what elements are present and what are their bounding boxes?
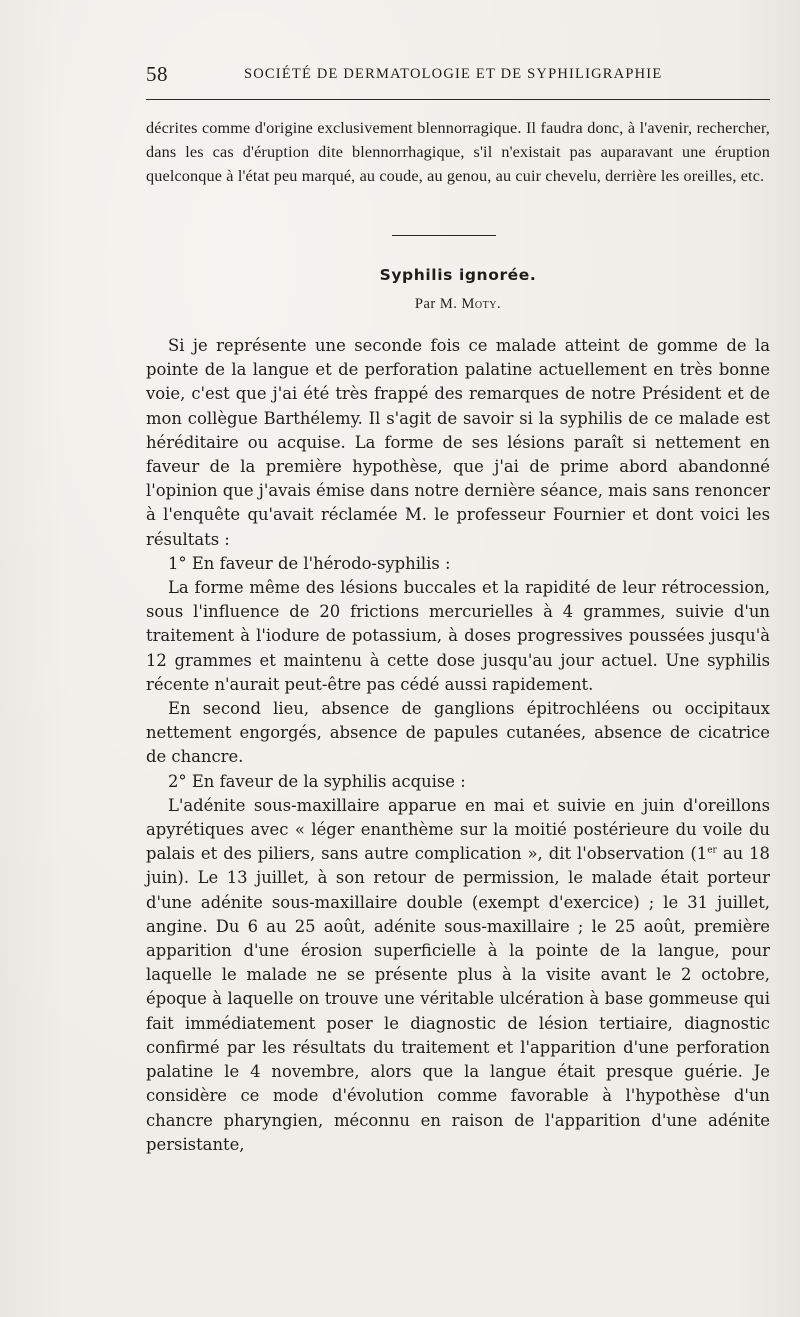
paragraph-heading-hereditary: 1° En faveur de l'hérodo-syphilis : (168, 553, 451, 573)
paragraph-lesion-form: La forme même des lésions buccales et la rapidité de leur rétrocession, sous l'influence de 20 frictions mercurielles à 4 grammes, suivie d'un traitement à l'iodure de potassium, à doses progressives poussées jusqu'à 12 grammes et maintenu à cette dose jusqu'au jour actuel. Une syphilis récente n'aurait peut-être pas cédé aussi rapidement. (146, 578, 770, 694)
byline (146, 296, 770, 313)
running-head: SOCIÉTÉ DE DERMATOLOGIE ET DE SYPHILIGRAPHIE (244, 66, 663, 82)
paragraph-intro: Si je représente une seconde fois ce malade atteint de gomme de la pointe de la langue et de perforation palatine actuellement en très bonne voie, c'est que j'ai été très frappé des remarques de notre Président et de mon collègue Barthélemy. Il s'agit de savoir si la syphilis de ce malade est héréditaire ou acquise. La forme de ses lésions paraît si nettement en faveur de la première hypothèse, que j'ai de prime abord abandonné l'opinion que j'avais émise dans notre dernière séance, mais sans renoncer à l'enquête qu'avait réclamée M. le professeur Fournier et dont voici les résultats : (146, 336, 770, 549)
paragraph-adenitis (146, 794, 770, 1157)
section-separator (392, 235, 496, 236)
adenitis-text-part2: au 18 juin). Le 13 juillet, à son retour de permission, le malade était porteur d'une adénite sous-maxillaire double (exempt d'exercice) ; le 31 juillet, angine. Du 6 au 25 août, adénite sous-maxillaire ; le 25 août, première apparition d'une érosion superficielle à la pointe de la langue, pour laquelle le malade ne se présente plus à la visite avant le 2 octobre, époque à laquelle on trouve une véritable ulcération à base gommeuse qui fait immédiatement poser le diagnostic de lésion tertiaire, diagnostic confirmé par les résultats du traitement et l'apparition d'une perforation palatine le 4 novembre, alors que la langue était presque guérie. Je considère ce mode d'évolution comme favorable à l'hypothèse d'un chancre pharyngien, méconnu en raison de l'apparition d'une adénite persistante, (146, 844, 770, 1154)
byline-prefix: Par M. (414, 296, 458, 312)
previous-article-ending (146, 116, 770, 188)
article-title: Syphilis ignorée. (379, 266, 537, 284)
author-name: Moty. (461, 296, 502, 312)
page-header (146, 62, 770, 88)
paragraph-heading-acquired: 2° En faveur de la syphilis acquise : (168, 771, 466, 791)
article-body (146, 334, 770, 1157)
header-rule (146, 99, 770, 100)
adenitis-text-part1: L'adénite sous-maxillaire apparue en mai et suivie en juin d'oreillons apyrétiques avec « léger enanthème sur la moitié postérieure du voile du palais et des piliers, sans autre complication », dit l'observation (1 (146, 795, 770, 864)
ordinal-superscript: er (707, 845, 717, 856)
page-number: 58 (146, 62, 168, 86)
previous-article-paragraph: décrites comme d'origine exclusivement blennorragique. Il faudra donc, à l'avenir, rechercher, dans les cas d'éruption dite blennorrhagique, s'il n'existait pas auparavant une éruption quelconque à l'état peu marqué, au coude, au genou, au cuir chevelu, derrière les oreilles, etc. (146, 119, 770, 185)
paragraph-second-point: En second lieu, absence de ganglions épitrochléens ou occipitaux nettement engorgés, absence de papules cutanées, absence de cicatrice de chancre. (146, 699, 770, 767)
